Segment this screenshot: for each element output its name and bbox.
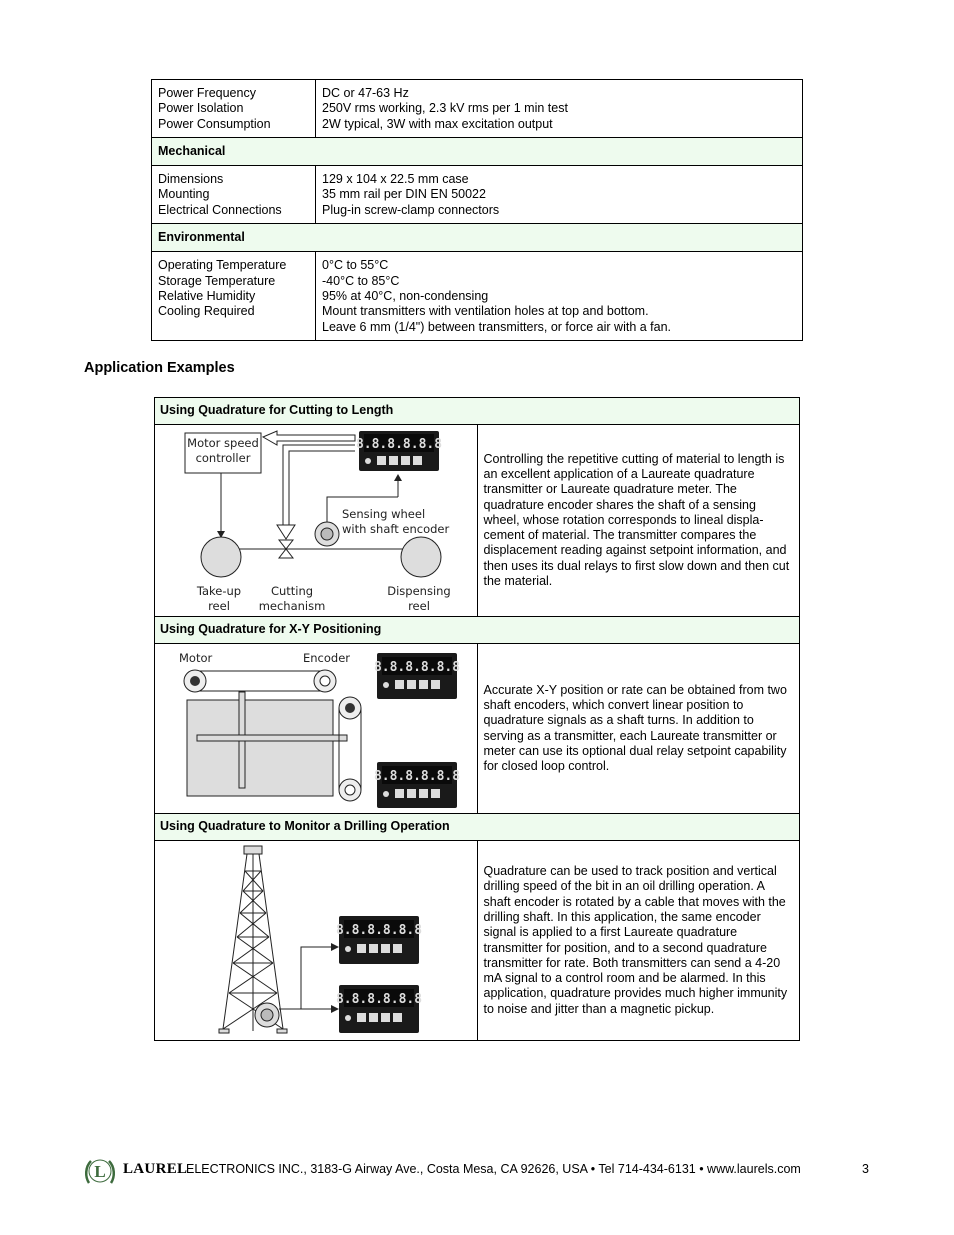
cutting-label-2: mechanism: [258, 599, 326, 613]
spec-value: Mount transmitters with ventilation holes at top and bottom.: [322, 304, 649, 319]
app-row-xy: [155, 644, 800, 814]
svg-text:L: L: [94, 1162, 106, 1181]
xy-diagram: [155, 644, 481, 813]
spec-labels: [152, 80, 316, 138]
spec-value: 0°C to 55°C: [322, 258, 389, 273]
laurel-logo-icon: [83, 1155, 117, 1189]
page-footer: [83, 1155, 873, 1189]
spec-value: 95% at 40°C, non-condensing: [322, 288, 489, 303]
dispensing-label-1: Dispensing: [387, 584, 451, 598]
figure-cutting: [155, 425, 478, 617]
signal-line-position: [279, 947, 331, 1009]
meter-readout: 8.8.8.8.8.8: [355, 437, 443, 452]
section-heading: Application Examples: [84, 360, 235, 376]
app-header-label: Using Quadrature to Monitor a Drilling Operation: [155, 814, 800, 841]
spec-label: Operating Temperature: [158, 258, 287, 273]
spec-label: Power Frequency: [158, 86, 256, 100]
meter-display-rate: [336, 985, 422, 1033]
page-number: 3: [862, 1162, 869, 1176]
app-text-xy: Accurate X-Y position or rate can be obtained from two shaft encoders, which convert linear position to quadrature signals as a shaft turns. In addition to serving as a transmitter, each Laureate transmitter or meter can use its optional dual relay setpoint capability for closed loop control.: [477, 644, 800, 814]
footer-address: ELECTRONICS INC., 3183-G Airway Ave., Costa Mesa, CA 92626, USA • Tel 714-434-6131 • www.laurels.com: [186, 1162, 801, 1176]
spec-label: Electrical Connections: [158, 202, 282, 217]
meter-display-y: [374, 762, 460, 808]
spec-label: Storage Temperature: [158, 273, 276, 288]
wheel-label-1: Sensing wheel: [342, 507, 426, 521]
spec-label: Cooling Required: [158, 304, 255, 319]
figure-drilling: [155, 841, 478, 1041]
spec-value: -40°C to 85°C: [322, 273, 400, 288]
x-rail: [197, 735, 347, 741]
spec-labels: [152, 252, 316, 340]
spec-value: Leave 6 mm (1/4") between transmitters, or force air with a fan.: [322, 319, 672, 334]
wheel-label-2: with shaft encoder: [342, 522, 450, 536]
dispensing-label-2: reel: [408, 599, 430, 613]
xy-table: [187, 700, 333, 796]
section-header-environmental: [152, 224, 803, 252]
takeup-label-2: reel: [208, 599, 230, 613]
app-header-cutting: [155, 398, 800, 425]
app-header-xy: [155, 617, 800, 644]
spec-values: [316, 166, 803, 224]
spec-label: Mounting: [158, 187, 210, 202]
spec-label: Power Isolation: [158, 101, 244, 116]
spec-row-environmental: [152, 252, 803, 340]
hollow-arrow-to-controller: [263, 431, 355, 445]
app-text-drilling: Quadrature can be used to track position and vertical drilling speed of the bit in an oil drilling operation. A shaft encoder is rotated by a cable that moves with the drilling shaft. In this application, the same encoder signal is applied to a first Laureate quadrature transmitter for position, and to a second quadrature transmitter for rate. Both transmitters can send a 4-20 mA signal to a control room and be alarmed. In this application, quadrature provides much higher immunity to noise and jitter than a magnetic pickup.: [477, 841, 800, 1041]
app-row-cutting: [155, 425, 800, 617]
cutting-label-1: Cutting: [270, 584, 314, 598]
application-table: [154, 397, 800, 1041]
meter-input-arrow: [394, 474, 402, 481]
meter-readout: 8.8.8.8.8.8: [373, 769, 461, 784]
meter-readout: 8.8.8.8.8.8: [335, 992, 423, 1007]
controller-label-2: controller: [195, 451, 251, 465]
meter-display-position: [336, 916, 422, 964]
app-header-label: Using Quadrature for X-Y Positioning: [155, 617, 800, 644]
section-header-label: Environmental: [152, 224, 803, 252]
figure-xy: [155, 644, 478, 814]
takeup-label-1: Take-up: [196, 584, 242, 598]
spec-labels: [152, 166, 316, 224]
footer-brand: LAUREL: [123, 1161, 188, 1177]
spec-label: Dimensions: [158, 172, 224, 187]
section-header-label: Mechanical: [152, 137, 803, 165]
spec-value: 2W typical, 3W with max excitation output: [322, 116, 553, 131]
meter-readout: 8.8.8.8.8.8: [335, 923, 423, 938]
app-row-drilling: [155, 841, 800, 1041]
spec-values: [316, 80, 803, 138]
spec-row-power: [152, 80, 803, 138]
dispensing-reel: [401, 537, 441, 577]
cutting-diagram: [155, 425, 481, 616]
app-header-label: Using Quadrature for Cutting to Length: [155, 398, 800, 425]
spec-value: 129 x 104 x 22.5 mm case: [322, 172, 469, 187]
spec-value: DC or 47-63 Hz: [322, 86, 409, 100]
meter-readout: 8.8.8.8.8.8: [373, 660, 461, 675]
spec-table: [151, 79, 803, 341]
controller-label-1: Motor speed: [187, 436, 259, 450]
takeup-reel: [201, 537, 241, 577]
encoder-label: Encoder: [303, 651, 351, 665]
meter-display-x: [374, 653, 460, 699]
spec-value: 35 mm rail per DIN EN 50022: [322, 187, 486, 202]
spec-value: Plug-in screw-clamp connectors: [322, 202, 500, 217]
meter-display-cutting: [356, 431, 442, 471]
spec-value: 250V rms working, 2.3 kV rms per 1 min test: [322, 101, 568, 116]
cutting-blade: [279, 549, 293, 558]
oil-derrick: [219, 846, 287, 1033]
spec-label: Power Consumption: [158, 116, 271, 131]
app-header-drilling: [155, 814, 800, 841]
spec-values: [316, 252, 803, 340]
spec-row-mechanical: [152, 166, 803, 224]
section-header-mechanical: [152, 137, 803, 165]
drilling-diagram: [155, 841, 481, 1040]
motor-label: Motor: [179, 651, 213, 665]
spec-label: Relative Humidity: [158, 288, 256, 303]
hollow-arrow-to-cutter: [277, 525, 295, 539]
app-text-cutting: Controlling the repetitive cutting of material to length is an excellent application of a Laureate quadrature transmitter or Laureate quadrature meter. The quadrature encoder shares the shaft of a sensing wheel, whose rotation corresponds to lineal displa-cement of material. The transmitter compares the displacement reading against setpoint information, and then uses its dual relays to first slow down and then cut the material.: [477, 425, 800, 617]
